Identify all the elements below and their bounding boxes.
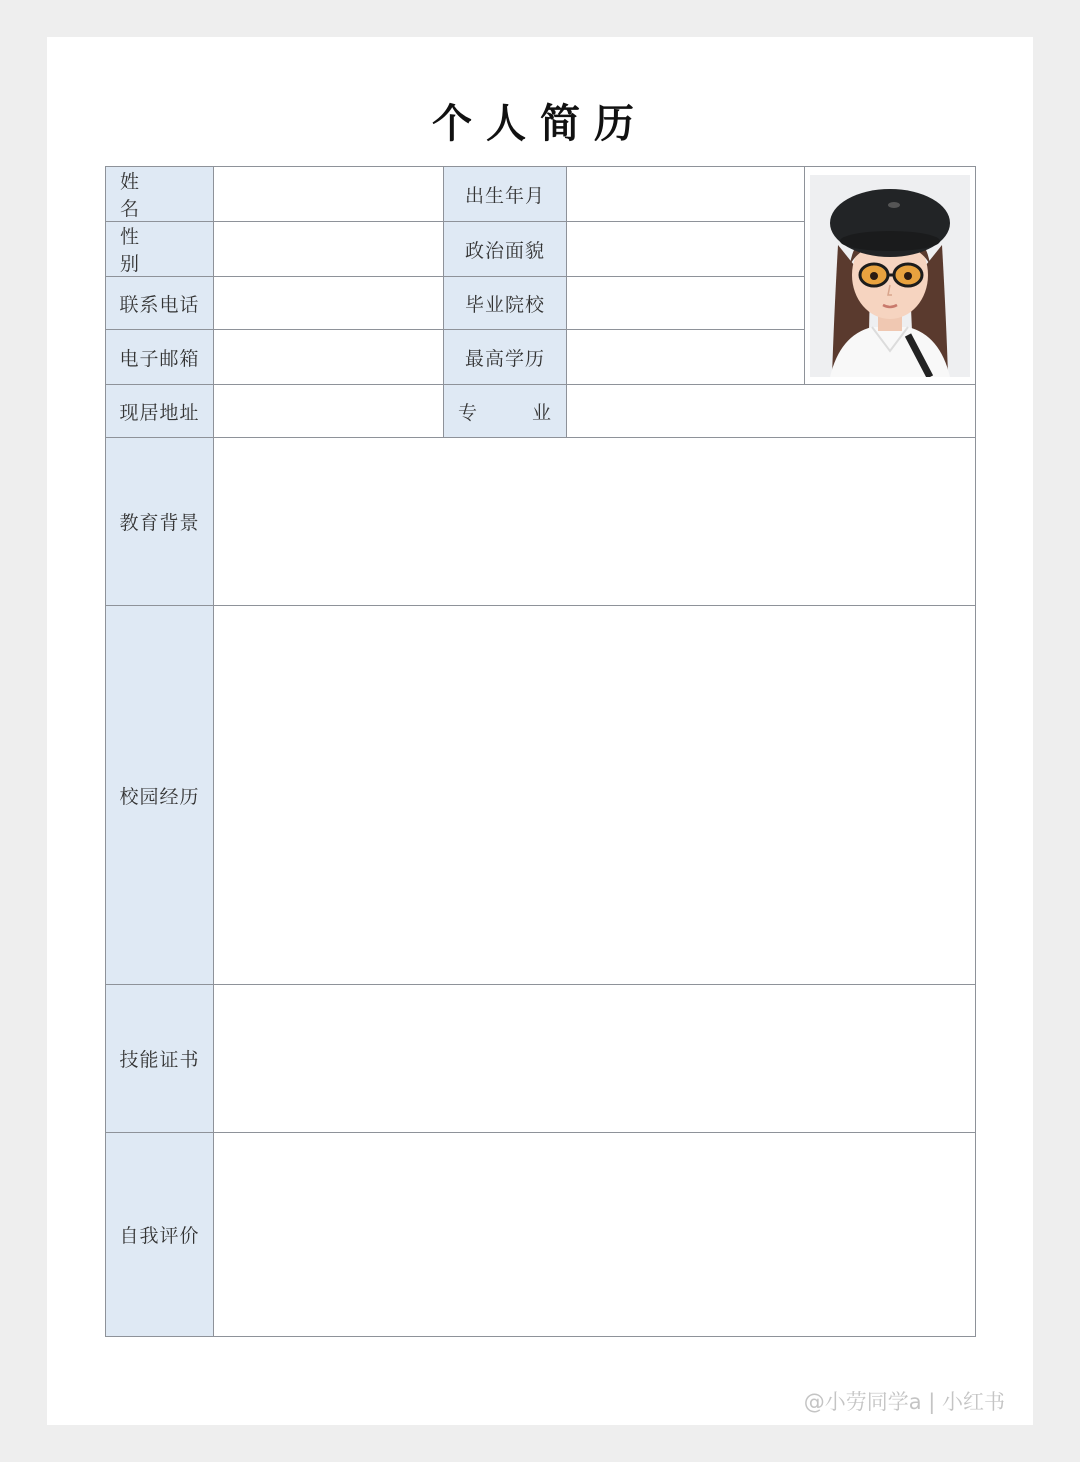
value-school[interactable] xyxy=(567,277,805,330)
resume-table xyxy=(105,166,976,1337)
value-major[interactable] xyxy=(567,385,976,438)
label-politics: 政治面貌 xyxy=(444,222,567,277)
label-self-eval: 自我评价 xyxy=(106,1133,214,1337)
value-name[interactable] xyxy=(214,167,444,222)
value-phone[interactable] xyxy=(214,277,444,330)
avatar-photo xyxy=(810,175,970,377)
value-campus[interactable] xyxy=(214,606,976,985)
label-phone: 联系电话 xyxy=(106,277,214,330)
value-gender[interactable] xyxy=(214,222,444,277)
value-education[interactable] xyxy=(214,438,976,606)
photo-cell xyxy=(805,167,976,385)
value-degree[interactable] xyxy=(567,330,805,385)
label-school: 毕业院校 xyxy=(444,277,567,330)
label-email: 电子邮箱 xyxy=(106,330,214,385)
label-name: 姓 名 xyxy=(106,167,214,222)
label-gender: 性 别 xyxy=(106,222,214,277)
label-campus: 校园经历 xyxy=(106,606,214,985)
label-major: 专 业 xyxy=(444,385,567,438)
value-birth[interactable] xyxy=(567,167,805,222)
label-skills: 技能证书 xyxy=(106,985,214,1133)
label-education: 教育背景 xyxy=(106,438,214,606)
value-email[interactable] xyxy=(214,330,444,385)
watermark: @小劳同学a | 小红书 xyxy=(803,1390,1005,1414)
page-title: 个人简历 xyxy=(432,100,648,147)
label-birth: 出生年月 xyxy=(444,167,567,222)
value-politics[interactable] xyxy=(567,222,805,277)
value-address[interactable] xyxy=(214,385,444,438)
label-address: 现居地址 xyxy=(106,385,214,438)
label-degree: 最高学历 xyxy=(444,330,567,385)
value-self-eval[interactable] xyxy=(214,1133,976,1337)
value-skills[interactable] xyxy=(214,985,976,1133)
